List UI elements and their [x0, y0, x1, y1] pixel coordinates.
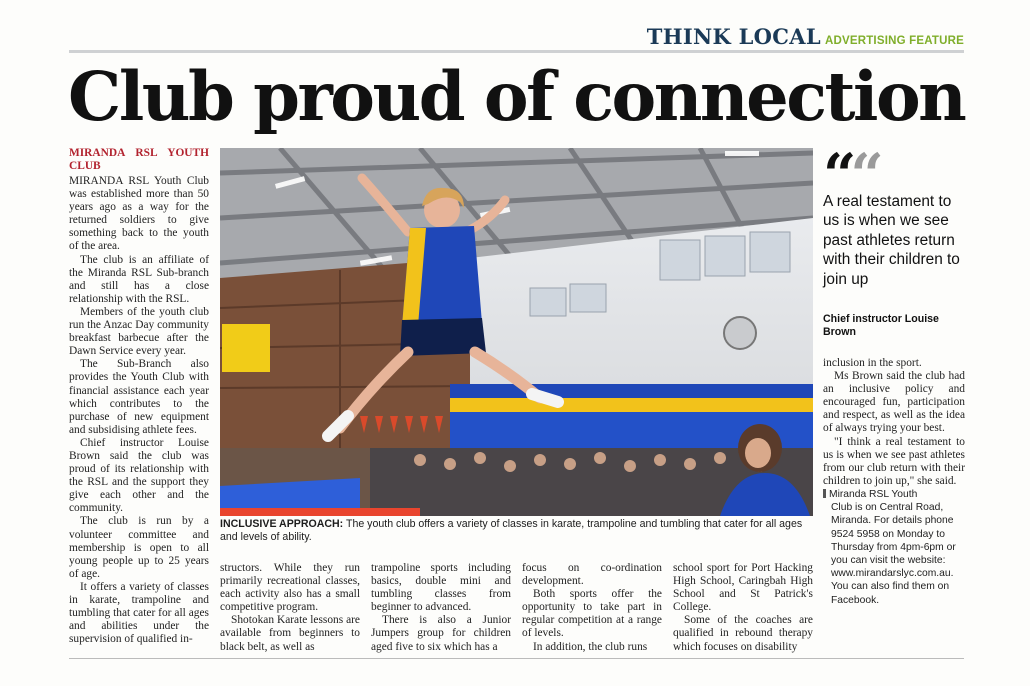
- paragraph: It offers a variety of classes in karate, trampoline and tumbling that cater for all ages and abilities under the supervision of qualified in-: [69, 580, 209, 646]
- paragraph: In addition, the club runs: [533, 640, 648, 653]
- top-divider: [69, 50, 964, 53]
- paragraph: "I think a real testament to us is when we see past athletes from our club return with their children to join up," she said.: [823, 435, 965, 487]
- caption-text: The youth club offers a variety of classes in karate, trampoline and tumbling that cater for all ages and levels of ability.: [220, 518, 803, 544]
- paragraph: school sport for Port Hacking High School, Caringbah High School and St Patrick's College.: [673, 562, 813, 614]
- article-column-6: [823, 357, 965, 607]
- banner-title: THINK LOCAL: [646, 24, 821, 49]
- paragraph: MIRANDA RSL Youth Club was established more than 50 years ago as a way for the returned soldiers to give something back to the youth of the area.: [69, 175, 209, 253]
- info-bar-icon: [823, 489, 826, 498]
- kicker: MIRANDA RSL YOUTH CLUB: [69, 147, 209, 172]
- paragraph: The club is an affiliate of the Miranda RSL Sub-branch and still has a close relationship with the RSL.: [69, 253, 209, 305]
- club-info-box: [823, 488, 965, 607]
- paragraph: The club is run by a volunteer committee and membership is open to all young people up to 25 years of age.: [69, 515, 209, 580]
- quote-mark-icon: ““: [823, 141, 884, 209]
- article-column-2: [220, 562, 360, 654]
- caption-lead: INCLUSIVE APPROACH:: [220, 518, 344, 530]
- article-column-3: [371, 562, 511, 654]
- photo-illustration: [220, 148, 813, 516]
- trampoline-photo: [220, 148, 813, 516]
- paragraph: trampoline sports including basics, double mini and tumbling classes from beginner to advanced.: [371, 562, 511, 614]
- paragraph: Ms Brown said the club had an inclusive policy and encouraged fun, participation and respect, as well as the idea of always trying your best.: [823, 370, 965, 435]
- paragraph: structors. While they run primarily recreational classes, each activity also has a small competitive program.: [220, 562, 360, 614]
- paragraph: focus on co-ordination development.: [522, 562, 662, 588]
- photo-caption: [220, 518, 813, 544]
- info-details: Club is on Central Road, Miranda. For details phone 9524 5958 on Monday to Thursday from 4pm-6pm or you can visit the website: www.mirandarslyc.com.au. You can also find them on Facebook.: [831, 502, 956, 606]
- paragraph: The Sub-Branch also provides the Youth Club with financial assistance each year which contributes to the purchase of new equipment and subsidising athlete fees.: [69, 358, 209, 436]
- article-column-1: [69, 147, 209, 646]
- article-column-5: [673, 562, 813, 654]
- section-banner: [647, 24, 964, 49]
- paragraph: Some of the coaches are qualified in rebound therapy which focuses on disability: [673, 614, 813, 653]
- info-line-1: Miranda RSL Youth: [829, 488, 918, 500]
- paragraph: Members of the youth club run the Anzac Day community breakfast barbecue after the Dawn Service every year.: [69, 305, 209, 358]
- banner-subtitle: ADVERTISING FEATURE: [824, 35, 964, 47]
- paragraph: Both sports offer the opportunity to take part in regular competition at a range of levels.: [522, 588, 662, 640]
- paragraph: Shotokan Karate lessons are available from beginners to black belt, as well as: [220, 614, 360, 653]
- bottom-divider: [69, 658, 964, 659]
- paragraph: inclusion in the sport.: [823, 357, 922, 369]
- article-column-4: [522, 562, 662, 654]
- headline: Club proud of connection: [68, 57, 965, 136]
- paragraph: There is also a Junior Jumpers group for children aged five to six which has a: [371, 614, 511, 653]
- paragraph: Chief instructor Louise Brown said the club was proud of its relationship with the RSL and the support they give each other and the community.: [69, 436, 209, 515]
- pull-quote-attribution: Chief instructor Louise Brown: [823, 313, 939, 339]
- pull-quote: A real testament to us is when we see past athletes return with their children to join up: [823, 193, 960, 288]
